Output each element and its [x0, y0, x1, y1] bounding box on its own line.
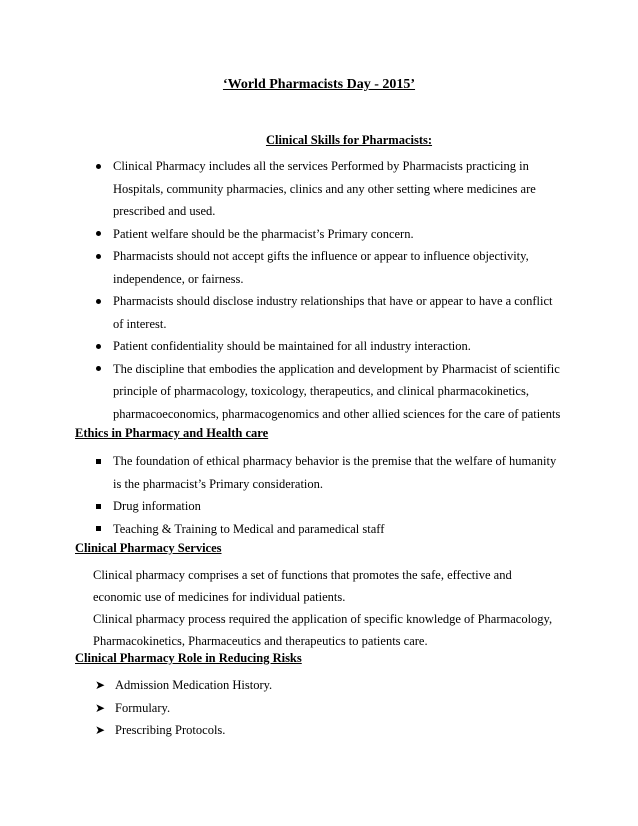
bullet-square-icon: [92, 518, 104, 541]
risks-list: [94, 674, 555, 742]
arrow-bullet-icon: ➤: [94, 678, 106, 692]
services-heading: Clinical Pharmacy Services: [75, 541, 222, 555]
list-item-line: Admission Medication History.: [115, 678, 273, 692]
bullet-square-icon: [92, 450, 104, 473]
list-item-line: prescribed and used.: [113, 204, 216, 218]
list-item: [113, 358, 573, 426]
list-item: [113, 223, 573, 246]
bullet-dot-icon: [92, 290, 104, 313]
list-item-line: independence, or fairness.: [113, 271, 244, 286]
clinical-skills-list: [113, 155, 573, 425]
list-item-line: The discipline that embodies the application and development by Pharmacist of scientific: [113, 361, 560, 376]
risks-heading: Clinical Pharmacy Role in Reducing Risks: [75, 651, 302, 665]
list-item-line: Hospitals, community pharmacies, clinics and any other setting where medicines are: [113, 181, 536, 196]
list-item: [94, 697, 555, 720]
bullet-dot-icon: [92, 245, 104, 268]
list-item-line: Prescribing Protocols.: [115, 723, 226, 737]
list-item-line: Pharmacists should disclose industry relationships that have or appear to have a conflict: [113, 294, 553, 308]
paragraph-line: Clinical pharmacy process required the application of specific knowledge of Pharmacology,: [93, 612, 553, 626]
list-item-line: Patient confidentiality should be maintained for all industry interaction.: [113, 339, 471, 353]
list-item-line: principle of pharmacology, toxicology, therapeutics, and clinical pharmacokinetics,: [113, 384, 529, 398]
bullet-dot-icon: [92, 223, 104, 246]
list-item-line: The foundation of ethical pharmacy behavior is the premise that the welfare of humanity: [113, 454, 557, 468]
paragraph-line: Clinical pharmacy comprises a set of functions that promotes the safe, effective and: [93, 568, 512, 582]
list-item: [113, 290, 573, 335]
bullet-dot-icon: [92, 358, 104, 381]
list-item: [94, 674, 555, 697]
arrow-bullet-icon: ➤: [94, 700, 106, 715]
section-subtitle: Clinical Skills for Pharmacists:: [265, 133, 433, 147]
list-item: [113, 518, 573, 541]
arrow-bullet-icon: ➤: [94, 723, 106, 737]
bullet-dot-icon: [92, 335, 104, 358]
bullet-square-icon: [92, 495, 104, 518]
list-item-line: Patient welfare should be the pharmacist’s Primary concern.: [113, 226, 414, 241]
list-item: [113, 155, 573, 223]
list-item: [113, 495, 573, 518]
list-item: [94, 719, 555, 742]
list-item-line: Formulary.: [115, 700, 171, 715]
list-item-line: pharmacoeconomics, pharmacogenomics and other allied sciences for the care of patients: [113, 406, 561, 421]
ethics-list: [113, 450, 573, 540]
list-item-line: Pharmacists should not accept gifts the influence or appear to influence objectivity,: [113, 249, 529, 263]
bullet-dot-icon: [92, 155, 104, 178]
list-item: [113, 450, 573, 495]
services-paragraph: [93, 564, 573, 652]
list-item-line: of interest.: [113, 316, 167, 331]
ethics-heading: Ethics in Pharmacy and Health care: [75, 426, 269, 440]
list-item: [113, 245, 573, 290]
list-item-line: Clinical Pharmacy includes all the services Performed by Pharmacists practicing in: [113, 159, 529, 173]
list-item-line: Drug information: [113, 499, 201, 513]
list-item: [113, 335, 573, 358]
list-item-line: is the pharmacist’s Primary consideration.: [113, 476, 324, 491]
page-title: ‘World Pharmacists Day - 2015’: [222, 77, 416, 92]
paragraph-line: Pharmacokinetics, Pharmaceutics and therapeutics to patients care.: [93, 634, 428, 648]
list-item-line: Teaching & Training to Medical and paramedical staff: [113, 521, 385, 536]
paragraph-line: economic use of medicines for individual patients.: [93, 590, 346, 604]
